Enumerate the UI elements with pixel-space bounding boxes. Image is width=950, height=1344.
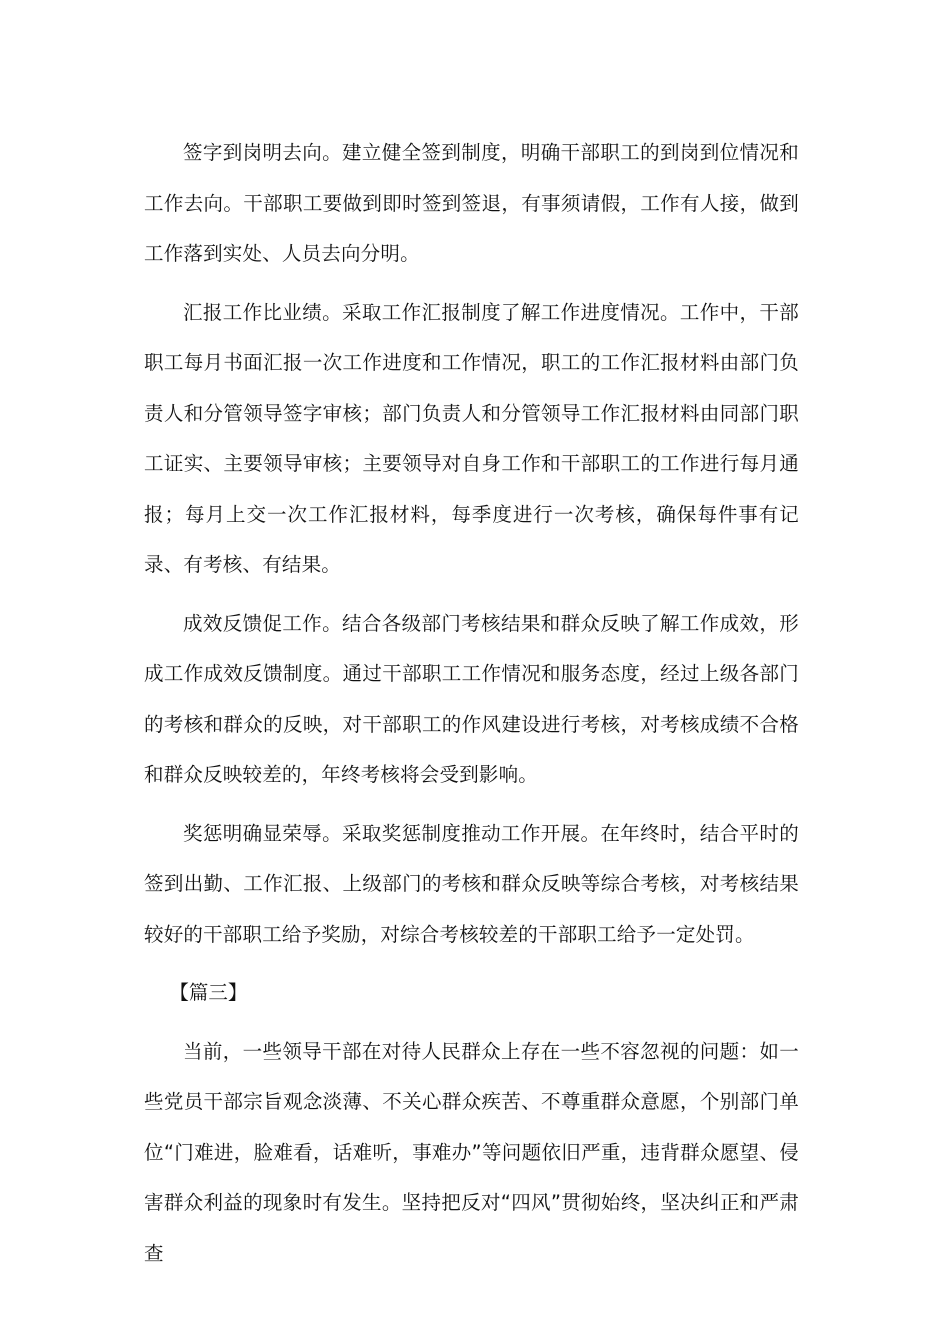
section-heading: 【篇三】 — [169, 981, 248, 1004]
paragraph-section-three: 当前，一些领导干部在对待人民群众上存在一些不容忽视的问题：如一些党员干部宗旨观念淡薄、不关心群众疾苦、不尊重群众意愿，个别部门单位“门难进，脸难看，话难听，事难办”等问题依旧严重，违背群众愿望、侵害群众利益的现象时有发生。坚持把反对“四风”贯彻始终，坚决纠正和严肃查 — [144, 1039, 799, 1265]
document-body — [144, 128, 799, 1287]
paragraph-work-report: 汇报工作比业绩。采取工作汇报制度了解工作进度情况。工作中，干部职工每月书面汇报一次工作进度和工作情况，职工的工作汇报材料由部门负责人和分管领导签字审核；部门负责人和分管领导工作汇报材料由同部门职工证实、主要领导审核；主要领导对自身工作和干部职工的工作进行每月通报；每月上交一次工作汇报材料，每季度进行一次考核，确保每件事有记录、有考核、有结果。 — [144, 300, 799, 576]
paragraph-sign-in: 签字到岗明去向。建立健全签到制度，明确干部职工的到岗到位情况和工作去向。干部职工要做到即时签到签退，有事须请假，工作有人接，做到工作落到实处、人员去向分明。 — [144, 141, 799, 265]
paragraph-feedback: 成效反馈促工作。结合各级部门考核结果和群众反映了解工作成效，形成工作成效反馈制度。通过干部职工工作情况和服务态度，经过上级各部门的考核和群众的反映，对干部职工的作风建设进行考核，对考核成绩不合格和群众反映较差的，年终考核将会受到影响。 — [144, 611, 799, 786]
paragraph-rewards-penalties: 奖惩明确显荣辱。采取奖惩制度推动工作开展。在年终时，结合平时的签到出勤、工作汇报、上级部门的考核和群众反映等综合考核，对考核结果较好的干部职工给予奖励，对综合考核较差的干部职工给予一定处罚。 — [144, 821, 799, 946]
